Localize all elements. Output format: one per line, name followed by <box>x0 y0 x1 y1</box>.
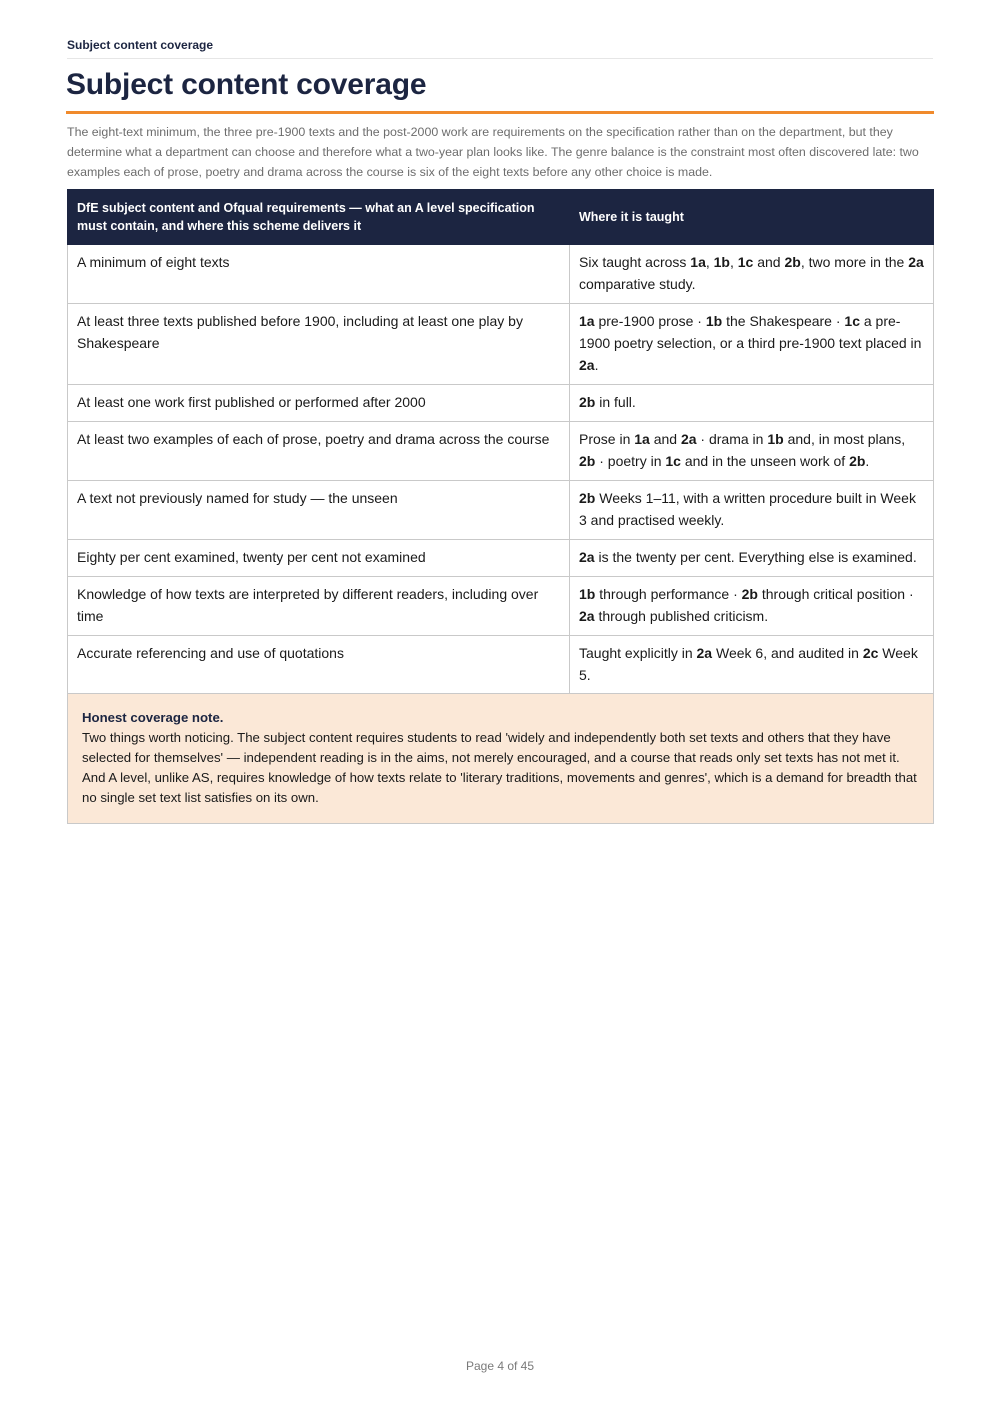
requirement-cell: A text not previously named for study — the unseen <box>68 481 570 540</box>
unit-code: 1a <box>690 254 706 270</box>
where-taught-cell <box>570 245 934 304</box>
unit-code: 2a <box>908 254 924 270</box>
requirement-cell: Accurate referencing and use of quotations <box>68 636 570 695</box>
cell-text: the Shakespeare · <box>722 313 845 329</box>
table-row <box>68 304 934 385</box>
cell-text: and <box>753 254 785 270</box>
unit-code: 2a <box>579 608 595 624</box>
column-header-requirement: DfE subject content and Ofqual requirements — what an A level specification must contain, and where this scheme delivers it <box>68 190 570 245</box>
page-number: Page 4 of 45 <box>465 1359 535 1373</box>
where-taught-cell <box>570 577 934 636</box>
table-header-row <box>68 190 934 245</box>
unit-code: 1c <box>737 254 754 270</box>
unit-code: 1b <box>705 313 723 329</box>
where-taught-cell <box>570 481 934 540</box>
unit-code: 1b <box>713 254 730 270</box>
unit-code: 2c <box>862 645 879 661</box>
requirement-cell: At least three texts published before 1900, including at least one play by Shakespeare <box>68 304 570 385</box>
column-header-where-taught: Where it is taught <box>570 190 934 245</box>
cell-text: through published criticism. <box>594 608 769 624</box>
unit-code: 2b <box>741 586 758 602</box>
cell-text: Week 5. <box>579 645 918 683</box>
cell-text: Six taught across <box>579 254 691 270</box>
table-row <box>68 577 934 636</box>
cell-text: and, in most plans, <box>783 431 906 447</box>
cell-text: pre-1900 prose · <box>594 313 706 329</box>
table-row <box>68 422 934 481</box>
requirement-cell: Eighty per cent examined, twenty per cent not examined <box>68 540 570 577</box>
cell-text: , <box>729 254 738 270</box>
table-body <box>68 245 934 695</box>
table-row <box>68 245 934 304</box>
cell-text: Prose in <box>579 431 635 447</box>
cell-text: a pre-1900 poetry selection, or a third pre-1900 text placed in <box>579 313 922 351</box>
where-taught-cell <box>570 422 934 481</box>
unit-code: 2b <box>579 490 596 506</box>
where-taught-cell <box>570 636 934 695</box>
cell-text: through critical position · <box>757 586 914 602</box>
unit-code: 1b <box>767 431 784 447</box>
where-taught-cell <box>570 304 934 385</box>
unit-code: 1b <box>579 586 596 602</box>
table-row <box>68 385 934 422</box>
cell-text: Weeks 1–11, with a written procedure built in Week 3 and practised weekly. <box>579 490 916 528</box>
unit-code: 2b <box>784 254 801 270</box>
cell-text: is the twenty per cent. Everything else is examined. <box>594 549 917 565</box>
cell-text: through performance · <box>595 586 742 602</box>
requirement-cell: A minimum of eight texts <box>68 245 570 304</box>
cell-text: , <box>705 254 714 270</box>
cell-text: in full. <box>595 394 636 410</box>
unit-code: 1a <box>579 313 595 329</box>
coverage-note <box>67 693 934 824</box>
page-title: Subject content coverage <box>66 68 934 114</box>
cell-text: Taught explicitly in <box>579 645 697 661</box>
unit-code: 2a <box>696 645 713 661</box>
unit-code: 1c <box>665 453 681 469</box>
table-row <box>68 540 934 577</box>
cell-text: comparative study. <box>579 276 696 292</box>
table-row <box>68 481 934 540</box>
coverage-table <box>67 189 934 695</box>
where-taught-cell <box>570 385 934 422</box>
cell-text: · poetry in <box>595 453 666 469</box>
unit-code: 2b <box>849 453 866 469</box>
unit-code: 1c <box>844 313 860 329</box>
requirement-cell: At least one work first published or performed after 2000 <box>68 385 570 422</box>
cell-text: Week 6, and audited in <box>712 645 863 661</box>
where-taught-cell <box>570 540 934 577</box>
note-title: Honest coverage note. <box>82 710 224 725</box>
unit-code: 2b <box>579 453 596 469</box>
requirement-cell: Knowledge of how texts are interpreted by different readers, including over time <box>68 577 570 636</box>
unit-code: 2a <box>579 357 595 373</box>
table-row <box>68 636 934 695</box>
cell-text: . <box>865 453 870 469</box>
running-header: Subject content coverage <box>67 38 933 59</box>
cell-text: , two more in the <box>800 254 909 270</box>
requirement-cell: At least two examples of each of prose, poetry and drama across the course <box>68 422 570 481</box>
unit-code: 1a <box>634 431 650 447</box>
note-body: Two things worth noticing. The subject content requires students to read 'widely and independently both set texts and others that they have selected for themselves' — independent reading is in the aims, not merely encouraged, and a course that reads only set texts has not met it. And A level, unlike AS, requires knowledge of how texts relate to 'literary traditions, movements and genres', which is a demand for breadth that no single set text list satisfies on its own. <box>82 730 917 805</box>
unit-code: 2b <box>579 394 596 410</box>
cell-text: and <box>649 431 681 447</box>
cell-text: and in the unseen work of <box>680 453 850 469</box>
cell-text: . <box>594 357 599 373</box>
unit-code: 2a <box>579 549 595 565</box>
cell-text: · drama in <box>696 431 768 447</box>
intro-paragraph: The eight-text minimum, the three pre-1900 texts and the post-2000 work are requirements on the specification rather than on the department, but they determine what a department can choose and therefore what a two-year plan looks like. The genre balance is the constraint most often discovered late: two examples each of prose, poetry and drama across the course is six of the eight texts before any other choice is made. <box>67 125 919 179</box>
unit-code: 2a <box>680 431 697 447</box>
